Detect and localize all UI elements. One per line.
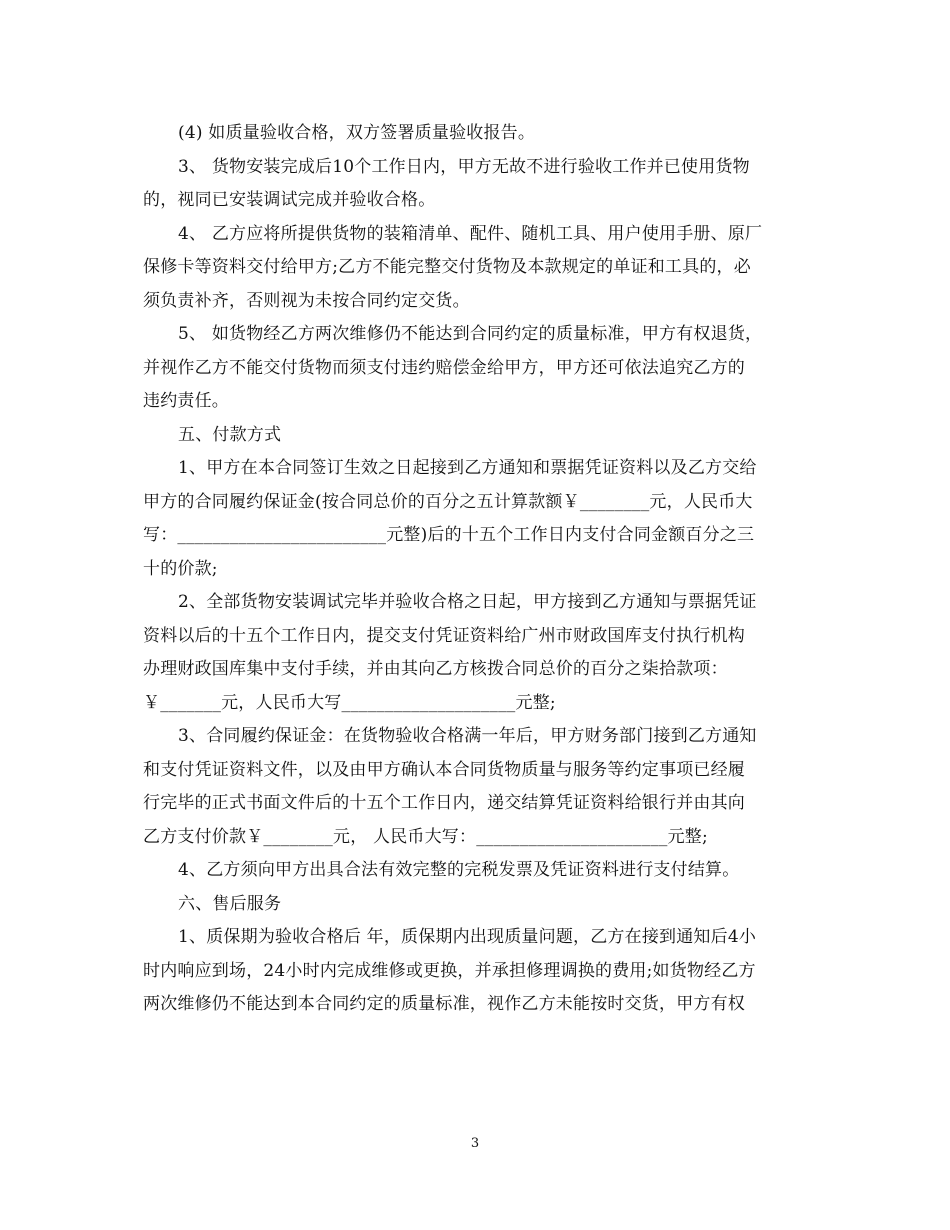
paragraph-line: 写：________________________元整)后的十五个工作日内支付合同金额百分之三 [143, 525, 755, 545]
paragraph-line: 和支付凭证资料文件，以及由甲方确认本合同货物质量与服务等约定事项已经履 [143, 759, 745, 780]
document-body [143, 117, 807, 1022]
paragraph-line: 乙方支付价款￥________元， 人民币大写：______________________元整; [143, 826, 708, 847]
paragraph-line: 的，视同已安装调试完成并验收合格。 [143, 190, 436, 210]
paragraph-line: 须负责补齐，否则视为未按合同约定交货。 [143, 290, 470, 311]
paragraph-line: 3、合同履约保证金：在货物验收合格满一年后，甲方财务部门接到乙方通知 [178, 726, 757, 746]
paragraph-line: 并视作乙方不能交付货物而须支付违约赔偿金给甲方，甲方还可依法追究乙方的 [143, 357, 745, 378]
paragraph-line: 1、甲方在本合同签订生效之日起接到乙方通知和票据凭证资料以及乙方交给 [178, 458, 757, 478]
paragraph-line: 甲方的合同履约保证金(按合同总价的百分之五计算款额￥________元，人民币大 [143, 491, 753, 512]
paragraph-line: 行完毕的正式书面文件后的十五个工作日内，递交结算凭证资料给银行并由其向 [143, 793, 745, 813]
paragraph-line: 4、 乙方应将所提供货物的装箱清单、配件、随机工具、用户使用手册、原厂 [178, 223, 763, 244]
paragraph-line: 保修卡等资料交付给甲方;乙方不能完整交付货物及本款规定的单证和工具的，必 [143, 257, 751, 277]
paragraph-line: 3、 货物安装完成后10个工作日内，甲方无故不进行验收工作并已使用货物 [178, 156, 750, 177]
section-heading: 六、售后服务 [178, 893, 282, 914]
paragraph-line: 4、乙方须向甲方出具合法有效完整的完税发票及凭证资料进行支付结算。 [178, 860, 740, 880]
paragraph-line: 时内响应到场，24小时内完成维修或更换，并承担修理调换的费用;如货物经乙方 [143, 960, 756, 981]
paragraph-line: (4) 如质量验收合格，双方签署质量验收报告。 [178, 123, 536, 143]
section-heading: 五、付款方式 [178, 424, 282, 445]
paragraph-line: 1、质保期为验收合格后 年，质保期内出现质量问题，乙方在接到通知后4小 [178, 927, 757, 947]
paragraph-line: 办理财政国库集中支付手续，并由其向乙方核拨合同总价的百分之柒拾款项： [143, 659, 728, 679]
page-number: 3 [470, 1136, 480, 1151]
paragraph-line: ￥_______元，人民币大写____________________元整; [143, 692, 556, 713]
paragraph-line: 资料以后的十五个工作日内，提交支付凭证资料给广州市财政国库支付执行机构 [143, 625, 745, 646]
paragraph-line: 两次维修仍不能达到本合同约定的质量标准，视作乙方未能按时交货，甲方有权 [143, 994, 745, 1014]
paragraph-line: 2、全部货物安装调试完毕并验收合格之日起，甲方接到乙方通知与票据凭证 [178, 592, 757, 612]
paragraph-line: 5、 如货物经乙方两次维修仍不能达到合同约定的质量标准，甲方有权退货， [178, 324, 763, 344]
paragraph-line: 十的价款; [143, 558, 218, 579]
paragraph-line: 违约责任。 [143, 391, 229, 411]
